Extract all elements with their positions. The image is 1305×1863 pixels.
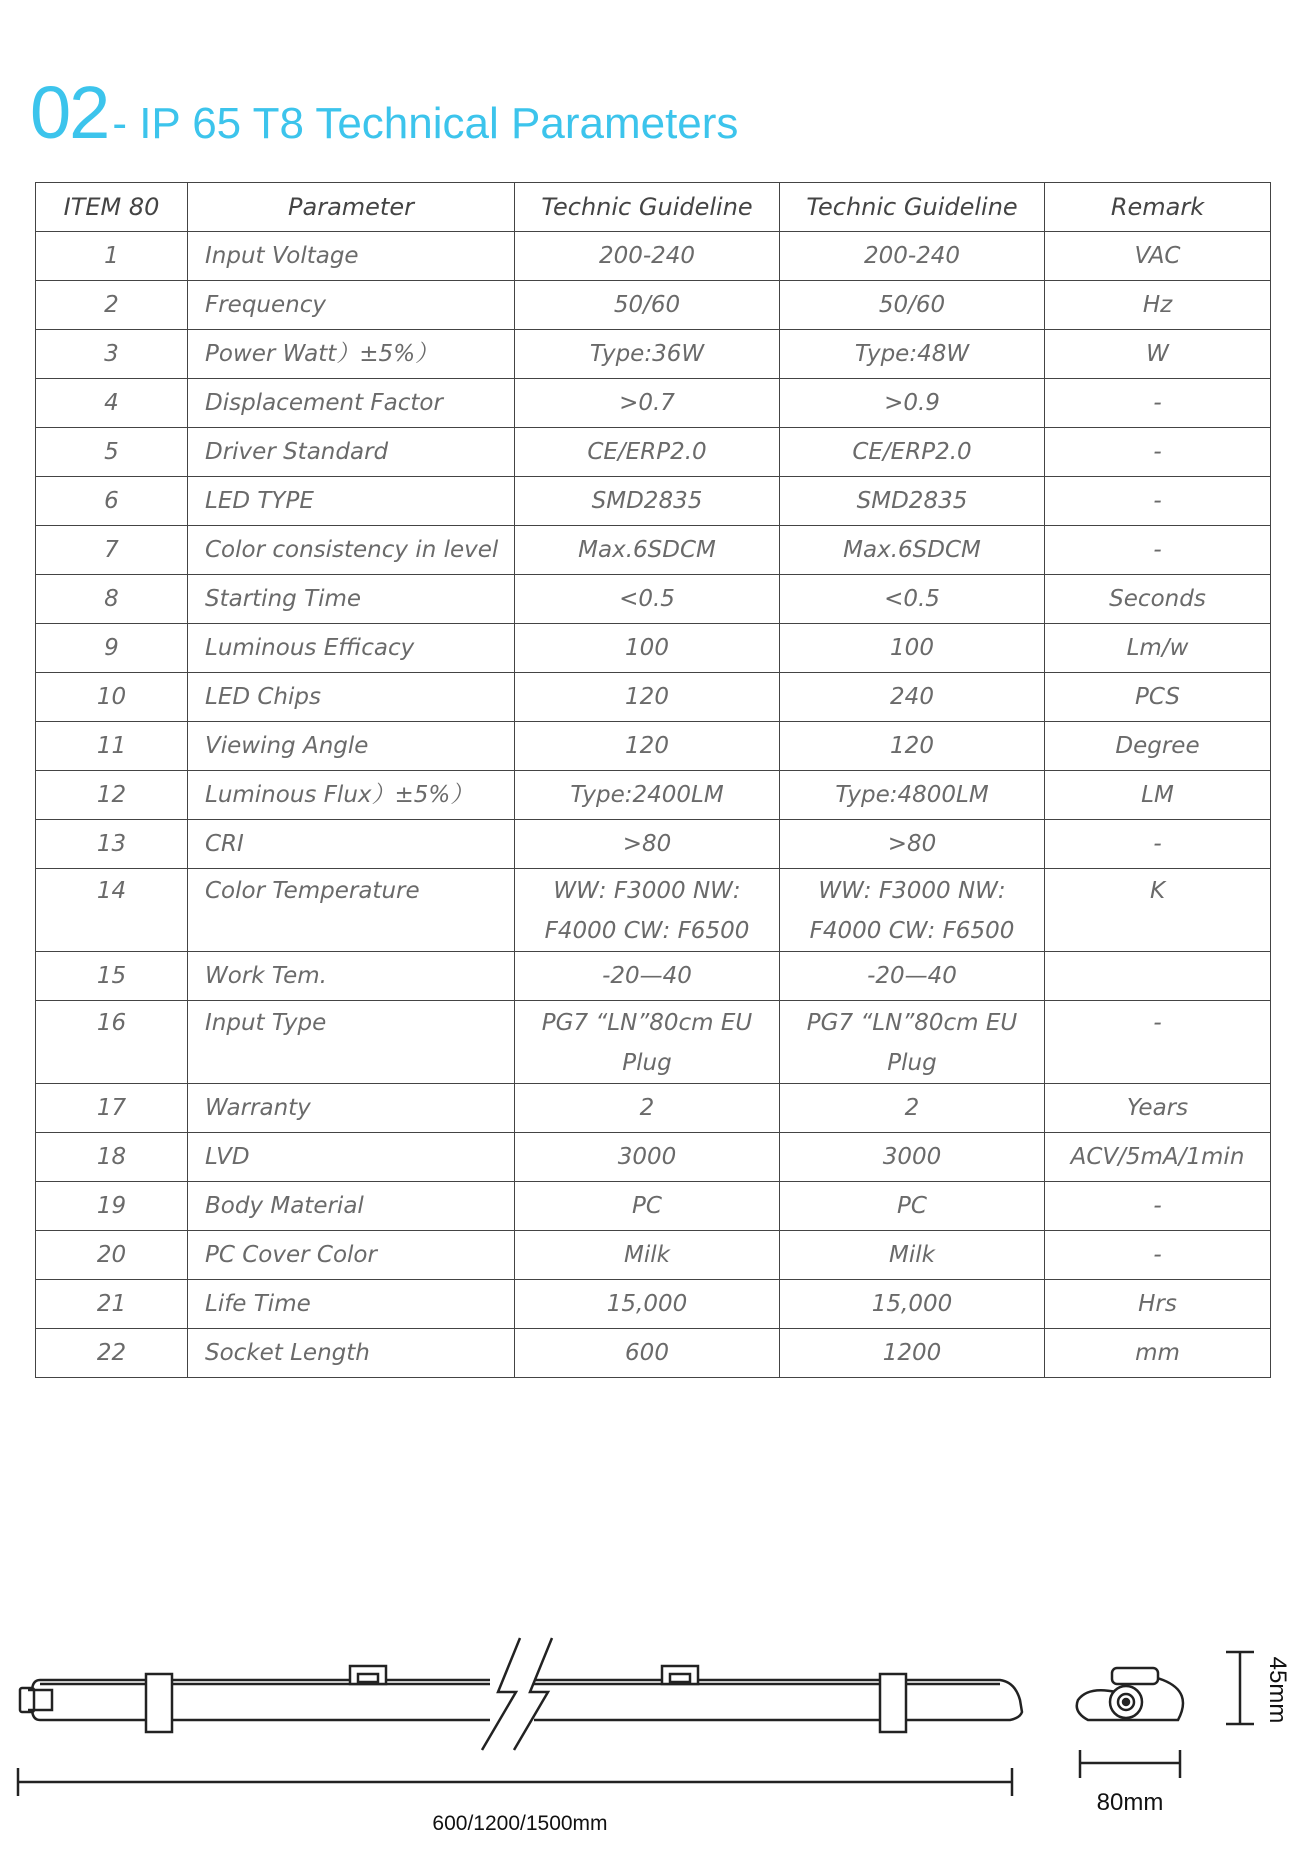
cell-guideline-2: >0.9 <box>780 379 1045 428</box>
cell-guideline-1: >0.7 <box>515 379 780 428</box>
cell-parameter: Displacement Factor <box>188 379 515 428</box>
cell-parameter: Warranty <box>188 1084 515 1133</box>
cell-remark: W <box>1045 330 1271 379</box>
cell-item: 13 <box>36 820 188 869</box>
cell-item: 2 <box>36 281 188 330</box>
cell-guideline-1: 50/60 <box>515 281 780 330</box>
cell-parameter: Work Tem. <box>188 952 515 1001</box>
cell-parameter: Driver Standard <box>188 428 515 477</box>
section-title: - IP 65 T8 Technical Parameters <box>112 99 739 148</box>
cell-parameter: Starting Time <box>188 575 515 624</box>
cell-item: 22 <box>36 1329 188 1378</box>
cell-guideline-1: SMD2835 <box>515 477 780 526</box>
cell-item: 18 <box>36 1133 188 1182</box>
cell-remark: VAC <box>1045 232 1271 281</box>
cell-parameter: LED TYPE <box>188 477 515 526</box>
cell-guideline-1: PC <box>515 1182 780 1231</box>
cell-guideline-2: 200-240 <box>780 232 1045 281</box>
cell-guideline-1: >80 <box>515 820 780 869</box>
table-row <box>36 428 1271 477</box>
cell-item: 8 <box>36 575 188 624</box>
cell-guideline-1: 200-240 <box>515 232 780 281</box>
cell-item: 16 <box>36 1001 188 1084</box>
cell-remark: Hz <box>1045 281 1271 330</box>
column-header-guideline-1: Technic Guideline <box>515 183 780 232</box>
cross-section-view <box>1077 1668 1183 1720</box>
table-row <box>36 526 1271 575</box>
cell-item: 19 <box>36 1182 188 1231</box>
table-row <box>36 1182 1271 1231</box>
table-row <box>36 820 1271 869</box>
section-number: 02 <box>30 71 109 154</box>
cell-guideline-1: PG7 “LN”80cm EU Plug <box>515 1001 780 1084</box>
cell-parameter: Body Material <box>188 1182 515 1231</box>
height-dimension <box>1226 1652 1254 1724</box>
table-row <box>36 575 1271 624</box>
cell-remark: LM <box>1045 771 1271 820</box>
table-row <box>36 281 1271 330</box>
cell-remark: Years <box>1045 1084 1271 1133</box>
column-header-guideline-2: Technic Guideline <box>780 183 1045 232</box>
cell-parameter: CRI <box>188 820 515 869</box>
cell-guideline-2: SMD2835 <box>780 477 1045 526</box>
cell-item: 20 <box>36 1231 188 1280</box>
cell-guideline-1: CE/ERP2.0 <box>515 428 780 477</box>
cell-parameter: LED Chips <box>188 673 515 722</box>
cell-parameter: Power Watt）±5%） <box>188 330 515 379</box>
table-row <box>36 1280 1271 1329</box>
cell-item: 1 <box>36 232 188 281</box>
table-row <box>36 869 1271 952</box>
table-row <box>36 952 1271 1001</box>
cell-parameter: Viewing Angle <box>188 722 515 771</box>
page-title <box>30 70 738 160</box>
cell-parameter: Color Temperature <box>188 869 515 952</box>
cell-parameter: Input Type <box>188 1001 515 1084</box>
cell-item: 4 <box>36 379 188 428</box>
cell-remark: - <box>1045 428 1271 477</box>
cell-remark: mm <box>1045 1329 1271 1378</box>
cell-guideline-1: <0.5 <box>515 575 780 624</box>
table-header-row <box>36 183 1271 232</box>
cell-item: 14 <box>36 869 188 952</box>
cell-item: 3 <box>36 330 188 379</box>
cell-guideline-1: WW: F3000 NW: F4000 CW: F6500 <box>515 869 780 952</box>
cell-item: 21 <box>36 1280 188 1329</box>
cell-remark <box>1045 952 1271 1001</box>
cell-parameter: Luminous Efficacy <box>188 624 515 673</box>
column-header-parameter: Parameter <box>188 183 515 232</box>
cell-guideline-2: PC <box>780 1182 1045 1231</box>
cell-remark: - <box>1045 1231 1271 1280</box>
column-header-item: ITEM 80 <box>36 183 188 232</box>
length-label: 600/1200/1500mm <box>432 1812 608 1835</box>
width-dimension <box>1080 1750 1180 1778</box>
cell-parameter: Input Voltage <box>188 232 515 281</box>
cell-guideline-2: 100 <box>780 624 1045 673</box>
cell-guideline-1: 15,000 <box>515 1280 780 1329</box>
height-label: 45mm <box>1264 1656 1291 1724</box>
cell-guideline-2: <0.5 <box>780 575 1045 624</box>
table-row <box>36 1231 1271 1280</box>
product-dimension-drawing <box>0 1600 1305 1863</box>
cell-guideline-1: 120 <box>515 722 780 771</box>
cell-remark: PCS <box>1045 673 1271 722</box>
technical-parameters-table <box>35 182 1271 1378</box>
cell-remark: Lm/w <box>1045 624 1271 673</box>
cell-remark: - <box>1045 477 1271 526</box>
cell-parameter: LVD <box>188 1133 515 1182</box>
table-row <box>36 1084 1271 1133</box>
cell-guideline-2: CE/ERP2.0 <box>780 428 1045 477</box>
cell-guideline-1: 3000 <box>515 1133 780 1182</box>
cell-guideline-2: WW: F3000 NW: F4000 CW: F6500 <box>780 869 1045 952</box>
cell-guideline-2: 2 <box>780 1084 1045 1133</box>
cell-guideline-1: Type:2400LM <box>515 771 780 820</box>
table-row <box>36 722 1271 771</box>
cell-guideline-2: Max.6SDCM <box>780 526 1045 575</box>
table-row <box>36 330 1271 379</box>
cell-parameter: PC Cover Color <box>188 1231 515 1280</box>
cell-remark: - <box>1045 1001 1271 1084</box>
cell-guideline-1: 120 <box>515 673 780 722</box>
cell-item: 10 <box>36 673 188 722</box>
cell-item: 11 <box>36 722 188 771</box>
cell-guideline-1: -20—40 <box>515 952 780 1001</box>
cell-item: 5 <box>36 428 188 477</box>
cell-remark: Seconds <box>1045 575 1271 624</box>
cell-guideline-1: 600 <box>515 1329 780 1378</box>
length-dimension <box>18 1768 1012 1796</box>
cell-guideline-2: 3000 <box>780 1133 1045 1182</box>
cell-guideline-1: 100 <box>515 624 780 673</box>
cell-guideline-2: Type:48W <box>780 330 1045 379</box>
cell-parameter: Frequency <box>188 281 515 330</box>
cell-guideline-1: 2 <box>515 1084 780 1133</box>
cell-parameter: Life Time <box>188 1280 515 1329</box>
cell-guideline-2: 50/60 <box>780 281 1045 330</box>
cell-guideline-2: Type:4800LM <box>780 771 1045 820</box>
table-row <box>36 673 1271 722</box>
cell-guideline-2: 15,000 <box>780 1280 1045 1329</box>
cell-guideline-2: 240 <box>780 673 1045 722</box>
cell-guideline-1: Max.6SDCM <box>515 526 780 575</box>
cell-item: 12 <box>36 771 188 820</box>
cell-parameter: Luminous Flux）±5%） <box>188 771 515 820</box>
cell-guideline-1: Type:36W <box>515 330 780 379</box>
cell-item: 15 <box>36 952 188 1001</box>
table-row <box>36 771 1271 820</box>
table-row <box>36 232 1271 281</box>
cell-guideline-2: Milk <box>780 1231 1045 1280</box>
table-row <box>36 379 1271 428</box>
table-row <box>36 1133 1271 1182</box>
cell-item: 17 <box>36 1084 188 1133</box>
cell-guideline-2: 120 <box>780 722 1045 771</box>
cell-remark: - <box>1045 526 1271 575</box>
width-label: 80mm <box>1096 1789 1164 1816</box>
cell-remark: Hrs <box>1045 1280 1271 1329</box>
cell-remark: Degree <box>1045 722 1271 771</box>
table-row <box>36 1001 1271 1084</box>
cell-parameter: Socket Length <box>188 1329 515 1378</box>
cell-remark: K <box>1045 869 1271 952</box>
cell-guideline-2: PG7 “LN”80cm EU Plug <box>780 1001 1045 1084</box>
cell-item: 9 <box>36 624 188 673</box>
cell-remark: - <box>1045 820 1271 869</box>
table-row <box>36 1329 1271 1378</box>
cell-remark: ACV/5mA/1min <box>1045 1133 1271 1182</box>
cell-remark: - <box>1045 379 1271 428</box>
column-header-remark: Remark <box>1045 183 1271 232</box>
cell-item: 6 <box>36 477 188 526</box>
table-row <box>36 624 1271 673</box>
cell-item: 7 <box>36 526 188 575</box>
cell-guideline-2: >80 <box>780 820 1045 869</box>
table-row <box>36 477 1271 526</box>
cell-remark: - <box>1045 1182 1271 1231</box>
cell-guideline-2: 1200 <box>780 1329 1045 1378</box>
cell-guideline-1: Milk <box>515 1231 780 1280</box>
cell-parameter: Color consistency in level <box>188 526 515 575</box>
cell-guideline-2: -20—40 <box>780 952 1045 1001</box>
